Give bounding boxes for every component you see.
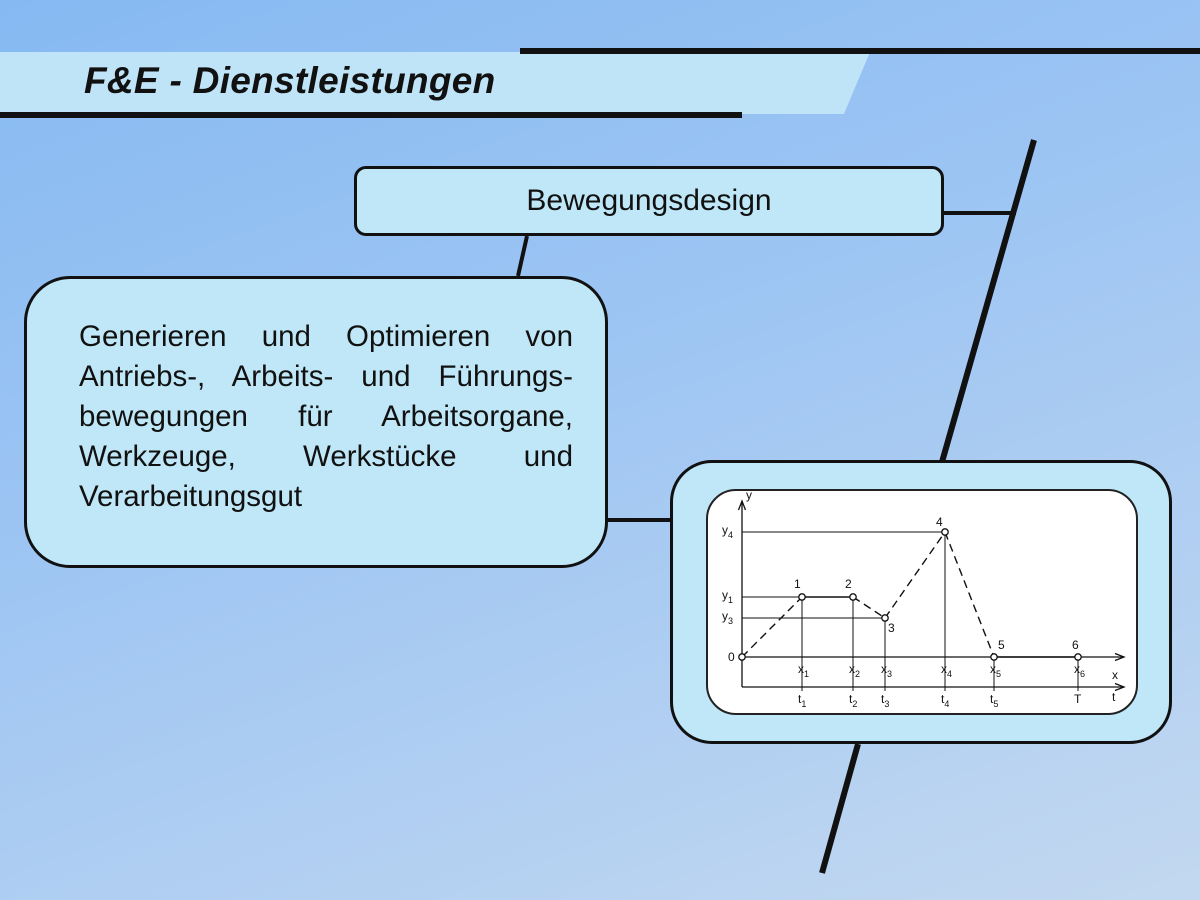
point-label-4: 4 [936,515,943,529]
x-label-x1: $x_1$ [798,662,810,679]
description-text: Generieren und Optimieren von Antriebs-, Arbeits- und Führungs-bewegungen für Arbeitsorgane, Werkzeuge, Werkstücke und Verarbeitungsgut [79,320,573,513]
point-label-2: 2 [845,577,852,591]
t-axis-label: t [1112,690,1116,704]
y-label-y4: $y_4$ [722,523,734,540]
description-box [24,276,608,568]
motion-diagram [708,491,1138,715]
x-axis-label: x [1112,668,1118,682]
t-label-t3: $t_3$ [881,692,890,709]
segment-3-4 [885,532,945,618]
motion-point-2 [850,594,856,600]
topic-label: Bewegungsdesign [526,184,772,217]
motion-point-1 [799,594,805,600]
y-axis-label: y [746,491,752,502]
main-diagonal-line-lower [822,744,858,873]
segment-2-3 [853,597,885,618]
topic-to-description-connector [518,236,527,276]
y-label-y3: $y_3$ [722,609,734,626]
page-title: F&E - Dienstleistungen [84,60,496,101]
point-label-3: 3 [888,621,895,635]
diagram-box [670,460,1172,744]
motion-point-0 [739,654,745,660]
topic-box [354,166,944,236]
t-label-t2: $t_2$ [849,692,858,709]
point-label-6: 6 [1072,638,1079,652]
t-label-T: T [1074,692,1082,706]
segment-4-5 [945,532,994,657]
motion-point-6 [1075,654,1081,660]
motion-point-4 [942,529,948,535]
t-label-t5: $t_5$ [990,692,999,709]
point-label-1: 1 [794,577,801,591]
t-label-t1: $t_1$ [798,692,807,709]
x-label-x3: $x_3$ [881,662,893,679]
x-label-x6: $x_6$ [1074,662,1086,679]
t-label-t4: $t_4$ [941,692,950,709]
motion-diagram-panel [706,489,1138,715]
motion-point-5 [991,654,997,660]
point-label-5: 5 [998,638,1005,652]
x-label-x2: $x_2$ [849,662,861,679]
main-diagonal-line-upper [942,140,1034,462]
x-label-x4: $x_4$ [941,662,953,679]
y-label-y1: $y_1$ [722,588,734,605]
origin-label: 0 [728,650,735,664]
segment-0-1 [742,597,802,657]
x-label-x5: $x_5$ [990,662,1002,679]
